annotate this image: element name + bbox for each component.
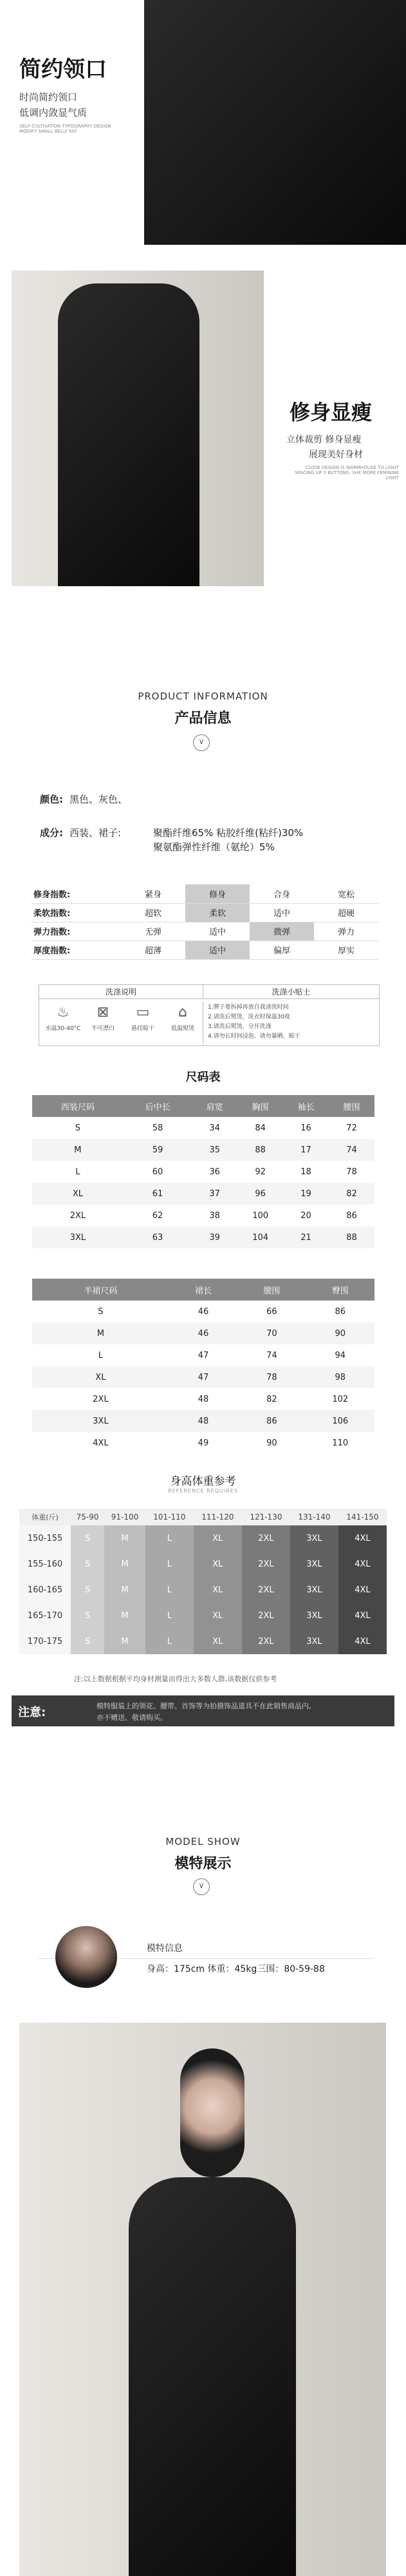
size-cell: 62 (152, 1210, 163, 1221)
hero2-sub2: 展现美好身材 (309, 450, 363, 460)
size-cell: 58 (152, 1123, 163, 1133)
size-cell: 88 (237, 1139, 283, 1161)
size-recommendation: M (104, 1603, 145, 1628)
reference-title-en: REFERENCE REQUIRES (168, 1488, 238, 1494)
index-row (31, 922, 378, 940)
size-cell: 60 (152, 1167, 163, 1177)
hero1-en: SELF-CULTIVATION TYPOGRAPHY DESIGN MODIFY SMALL BELLY FAT (19, 124, 111, 134)
model-photo-suit (129, 2177, 296, 2576)
index-option: 偏厚 (250, 940, 314, 959)
height-row (19, 1577, 387, 1603)
size-header: 肩宽 (192, 1095, 237, 1117)
size-recommendation: 2XL (242, 1628, 290, 1654)
height-label: 160-165 (19, 1577, 71, 1603)
model-photo-face (180, 2048, 245, 2177)
size-cell: 46 (169, 1322, 237, 1344)
hero2-title: 修身显瘦 (290, 400, 373, 425)
size-cell: 38 (209, 1210, 220, 1221)
size-recommendation: 3XL (290, 1551, 338, 1577)
size-cell: 74 (329, 1139, 374, 1161)
weight-header: 141-150 (338, 1509, 387, 1525)
size-recommendation: L (145, 1628, 194, 1654)
size-cell: 21 (283, 1226, 329, 1248)
size-cell: 74 (266, 1350, 277, 1360)
size-recommendation: XL (194, 1603, 242, 1628)
weight-header: 121-130 (242, 1509, 290, 1525)
size-cell: 78 (237, 1366, 306, 1388)
size-cell: XL (32, 1366, 169, 1388)
suit-size-row (32, 1226, 374, 1248)
size-recommendation: 3XL (290, 1628, 338, 1654)
composition-part: 西装、裙子: (69, 827, 122, 839)
size-cell: XL (32, 1183, 124, 1205)
hero-photo-slim-suit (58, 283, 199, 586)
index-option: 适中 (250, 903, 314, 922)
suit-size-row (32, 1139, 374, 1161)
reference-title: 身高体重参考 (170, 1475, 236, 1488)
info-heading-cn: 产品信息 (174, 711, 232, 727)
care-item-label: 水温30-40°C (45, 1026, 81, 1032)
weight-header: 101-110 (145, 1509, 194, 1525)
size-cell: L (75, 1167, 80, 1177)
size-recommendation: S (71, 1603, 104, 1628)
care-tip: 4.请勿长时间浸泡、请勿暴晒、晾干 (208, 1033, 300, 1040)
size-header: 腰围 (329, 1095, 374, 1117)
hang-dry-icon: ▭ (136, 1004, 150, 1020)
skirt-size-table (32, 1279, 374, 1454)
care-tip: 1.牌子要拆掉再放自我清洗时间 (208, 1004, 289, 1011)
height-row (19, 1551, 387, 1577)
notice-text1: 模特服装上的领花、腰带、首饰等为拍摄饰品道具不在此销售商品内, (97, 1702, 311, 1710)
size-cell: 106 (306, 1410, 374, 1432)
chevron-down-icon: ∨ (193, 734, 210, 751)
index-label: 弹力指数: (31, 922, 121, 940)
size-cell: 90 (306, 1322, 374, 1344)
index-option: 柔软 (185, 903, 250, 922)
suit-size-row (32, 1161, 374, 1183)
size-cell: 100 (252, 1210, 269, 1221)
index-option: 超软 (121, 903, 185, 922)
hero2-sub1: 立体裁剪 修身显瘦 (286, 435, 362, 445)
size-cell: 2XL (93, 1394, 109, 1404)
skirt-size-row (32, 1410, 374, 1432)
size-cell: 66 (266, 1306, 277, 1317)
size-recommendation: M (104, 1577, 145, 1603)
size-recommendation: 4XL (338, 1525, 387, 1551)
care-item (124, 1004, 161, 1032)
size-cell: 82 (266, 1394, 277, 1404)
suit-size-row (32, 1183, 374, 1205)
weight-header: 91-100 (104, 1509, 145, 1525)
size-header: 胸围 (237, 1095, 283, 1117)
care-panel (39, 984, 380, 1046)
care-tip: 2.请洗后熨烫，洗衣时保温30度 (208, 1014, 291, 1020)
hero1-sub1: 时尚简约领口 (19, 91, 78, 103)
index-option: 修身 (185, 884, 250, 903)
hero1-title: 简约领口 (19, 57, 107, 82)
size-recommendation: 4XL (338, 1628, 387, 1654)
care-item-label: 悬挂晾干 (131, 1026, 154, 1032)
size-cell: 104 (237, 1226, 283, 1248)
size-recommendation: 4XL (338, 1551, 387, 1577)
weight-header: 131-140 (290, 1509, 338, 1525)
corner-cell (19, 1509, 71, 1525)
size-cell: 94 (335, 1350, 346, 1360)
size-cell: 20 (300, 1210, 311, 1221)
index-option: 适中 (185, 922, 250, 940)
size-recommendation: 2XL (242, 1525, 290, 1551)
size-recommendation: XL (194, 1628, 242, 1654)
reference-note: 注:以上数据根据平均身材测量而得出大多数人群,该数据仅供参考 (74, 1675, 277, 1683)
size-header: 臀围 (306, 1279, 374, 1301)
fit-index-table (31, 884, 378, 960)
size-cell: 96 (237, 1183, 283, 1205)
care-tip: 3.请洗后熨烫，分开洗涤 (208, 1024, 272, 1030)
index-option: 弹力 (314, 922, 378, 940)
wash-temp-icon: ♨ (57, 1004, 69, 1020)
model-avatar (55, 1926, 117, 1988)
size-recommendation: 4XL (338, 1577, 387, 1603)
size-cell: 18 (300, 1167, 311, 1177)
size-cell: M (32, 1322, 169, 1344)
height-label: 150-155 (19, 1525, 71, 1551)
care-item (164, 1004, 201, 1032)
size-cell: 86 (237, 1410, 306, 1432)
size-cell: 59 (124, 1139, 192, 1161)
size-recommendation: 2XL (242, 1577, 290, 1603)
suit-size-table (32, 1095, 374, 1248)
size-recommendation: 2XL (242, 1603, 290, 1628)
size-cell: 90 (266, 1438, 277, 1448)
hero2-en: CLOSE DESIGN IS WARMHOUSE TO LIGHT SPACING UP 3 BUTTONS, SHE MORE FEMININE LIGHT (295, 465, 399, 481)
height-label: 170-175 (19, 1628, 71, 1654)
size-header: 后中长 (124, 1095, 192, 1117)
size-cell: 86 (346, 1210, 357, 1221)
size-recommendation: XL (194, 1577, 242, 1603)
size-recommendation: XL (194, 1525, 242, 1551)
size-cell: 46 (198, 1306, 209, 1317)
model-heading-cn: 模特展示 (174, 1856, 232, 1872)
index-option: 超薄 (121, 940, 185, 959)
size-chart-title: 尺码表 (185, 1071, 221, 1084)
chevron-down-icon-2: ∨ (193, 1878, 210, 1895)
notice-text2: 亦不赠送、敬请购买。 (97, 1713, 167, 1722)
size-recommendation: L (145, 1577, 194, 1603)
size-header: 裙长 (169, 1279, 237, 1301)
skirt-size-row (32, 1388, 374, 1410)
index-option: 紧身 (121, 884, 185, 903)
size-cell: 102 (332, 1394, 349, 1404)
size-cell: 86 (335, 1306, 346, 1317)
index-label: 柔软指数: (31, 903, 121, 922)
corner-weight-label: 体重(斤) (32, 1513, 59, 1522)
notice-label: 注意: (18, 1706, 46, 1719)
size-cell: 37 (192, 1183, 237, 1205)
model-info-stats: 身高：175cm 体重：45kg三围：80-59-88 (147, 1964, 325, 1974)
suit-size-row (32, 1117, 374, 1139)
size-recommendation: L (145, 1551, 194, 1577)
size-cell: 34 (209, 1123, 220, 1133)
size-cell: 2XL (69, 1210, 86, 1221)
index-label: 修身指数: (31, 884, 121, 903)
size-recommendation: 3XL (290, 1525, 338, 1551)
size-cell: 17 (283, 1139, 329, 1161)
size-cell: 47 (169, 1366, 237, 1388)
size-cell: 82 (329, 1183, 374, 1205)
size-cell: 84 (255, 1123, 266, 1133)
skirt-size-row (32, 1301, 374, 1322)
low-iron-icon: ⌂ (178, 1004, 187, 1020)
skirt-size-row (32, 1432, 374, 1454)
hero1-sub2: 低调内敛显气质 (19, 107, 88, 119)
care-title-left: 洗涤说明 (39, 985, 203, 999)
size-cell: 72 (346, 1123, 357, 1133)
size-cell: 48 (198, 1394, 209, 1404)
hero-photo-collar (144, 0, 406, 245)
size-cell: 61 (124, 1183, 192, 1205)
size-recommendation: 2XL (242, 1551, 290, 1577)
composition-line1: 聚酯纤维65% 粘胶纤维(粘纤)30% (153, 827, 304, 839)
index-option: 适中 (185, 940, 250, 959)
size-cell: L (98, 1350, 103, 1360)
size-recommendation: L (145, 1525, 194, 1551)
size-cell: 47 (198, 1350, 209, 1360)
composition-line2: 聚氨酯弹性纤维（氨纶）5% (153, 841, 275, 853)
size-recommendation: S (71, 1628, 104, 1654)
weight-header: 75-90 (71, 1509, 104, 1525)
skirt-size-row (32, 1322, 374, 1344)
size-header: 半裙尺码 (32, 1279, 169, 1301)
no-bleach-icon: ⊠ (97, 1004, 109, 1020)
size-recommendation: S (71, 1577, 104, 1603)
index-row (31, 940, 378, 959)
size-cell: 78 (346, 1167, 357, 1177)
size-recommendation: S (71, 1525, 104, 1551)
size-recommendation: XL (194, 1551, 242, 1577)
height-row (19, 1628, 387, 1654)
skirt-size-row (32, 1366, 374, 1388)
skirt-size-row (32, 1344, 374, 1366)
care-item-label: 不可漂白 (91, 1026, 115, 1032)
color-label: 颜色: (40, 794, 63, 805)
size-cell: S (75, 1123, 81, 1133)
index-option: 微弹 (250, 922, 314, 940)
size-cell: 63 (124, 1226, 192, 1248)
height-weight-table (19, 1509, 387, 1654)
size-cell: 35 (192, 1139, 237, 1161)
composition-label: 成分: (40, 827, 63, 839)
size-recommendation: M (104, 1628, 145, 1654)
weight-header: 111-120 (194, 1509, 242, 1525)
size-cell: 88 (329, 1226, 374, 1248)
height-label: 155-160 (19, 1551, 71, 1577)
size-cell: 49 (198, 1438, 209, 1448)
size-header: 腰围 (237, 1279, 306, 1301)
height-row (19, 1603, 387, 1628)
height-row (19, 1525, 387, 1551)
size-cell: M (32, 1139, 124, 1161)
index-option: 宽松 (314, 884, 378, 903)
size-cell: 39 (192, 1226, 237, 1248)
size-recommendation: 3XL (290, 1577, 338, 1603)
size-cell: 98 (306, 1366, 374, 1388)
size-cell: 3XL (32, 1226, 124, 1248)
index-option: 合身 (250, 884, 314, 903)
size-recommendation: S (71, 1551, 104, 1577)
model-info-title: 模特信息 (147, 1943, 183, 1954)
size-header: 西装尺码 (32, 1095, 124, 1117)
index-option: 厚实 (314, 940, 378, 959)
index-label: 厚度指数: (31, 940, 121, 959)
size-cell: 70 (237, 1322, 306, 1344)
size-cell: 19 (283, 1183, 329, 1205)
height-label: 165-170 (19, 1603, 71, 1628)
size-recommendation: M (104, 1525, 145, 1551)
size-cell: 110 (332, 1438, 349, 1448)
care-item (44, 1004, 82, 1032)
model-heading-en: MODEL SHOW (165, 1836, 241, 1847)
info-heading-en: PRODUCT INFORMATION (138, 691, 268, 702)
size-cell: 16 (300, 1123, 311, 1133)
size-cell: 4XL (93, 1438, 109, 1448)
size-recommendation: 4XL (338, 1603, 387, 1628)
care-item (84, 1004, 122, 1032)
index-option: 超硬 (314, 903, 378, 922)
size-header: 袖长 (283, 1095, 329, 1117)
index-option: 无弹 (121, 922, 185, 940)
size-cell: 36 (209, 1167, 220, 1177)
care-item-label: 低温熨烫 (171, 1026, 194, 1032)
care-title-right: 洗涤小贴士 (203, 985, 379, 999)
color-value: 黑色、灰色、 (69, 794, 128, 805)
size-recommendation: L (145, 1603, 194, 1628)
size-recommendation: M (104, 1551, 145, 1577)
index-row (31, 903, 378, 922)
size-cell: 92 (255, 1167, 266, 1177)
suit-size-row (32, 1205, 374, 1226)
index-row (31, 884, 378, 903)
size-cell: 3XL (32, 1410, 169, 1432)
size-cell: S (98, 1306, 104, 1317)
size-recommendation: 3XL (290, 1603, 338, 1628)
size-cell: 48 (169, 1410, 237, 1432)
